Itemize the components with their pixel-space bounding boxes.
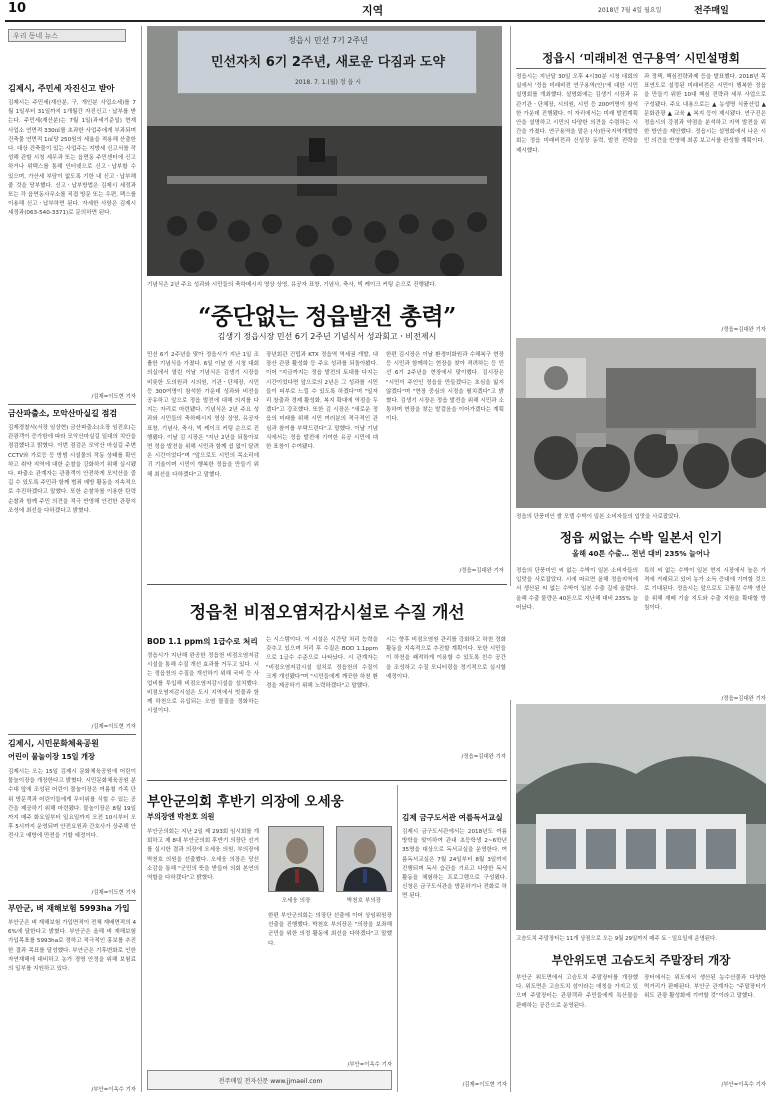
vice-speaker-photo-image [337,827,392,892]
gimje-headline: 김제 금구도서관 여름독서교실 [402,813,503,822]
bottom-subhead: 부의장엔 박천호 의원 [147,812,215,821]
banner-line1: 정읍시 민선 7기 2주년 [288,36,368,45]
top-byline: /정읍=김대완 기자 [459,568,504,574]
mid-body-col2: 는 시스템이다. 이 시설은 시간당 처리 능력을 갖추고 있으며 처리 후 수질은 BOD 1.1ppm으로 1급수 수준으로 나타났다. 시 관계자는 "비점오염저감시설 설치로 정읍천의 수질이 크게 개선됐다"며 "시민들에게 깨끗한 하천 환경을 제공하기 위해 노력하겠다"고 말했다. [266,637,378,690]
bottom-headline: 부안군의회 후반기 의장에 오세웅 [147,794,344,810]
center-right-rule [510,26,511,586]
left-a1-byline: /김제=이도현 기자 [91,394,136,400]
left-a3-byline: /김제=이도현 기자 [91,890,136,896]
ceremony-photo [147,26,502,276]
paper-name: 전주매일 [694,6,729,16]
left-a3-headline: 김제시, 시민문화체육공원 [8,739,99,748]
right-top-col2: 과 정책, 핵심전략과제 등을 발표했다. 2018년 목표연도로 설정된 미래비전은 시민이 행복한 정읍을 만들기 위한 10대 핵심 전략과 세부 사업으로 구성됐다. 주요 내용으로는 ▲ 농생명 식품산업 ▲ 문화관광 ▲ 교육 ▲ 복지 등이 제시됐다. 연구진은 정읍시의 강점과 약점을 분석하고 지역 발전을 위한 방안을 제안했다. 정읍시는 설명회에서 나온 시민 의견을 반영해 최종 보고서를 완성할 계획이다. [644,74,766,145]
market-col1: 부안군 위도면에서 고슴도치 주말장터를 개장했다. 위도면은 고슴도치 섬이라는 애칭을 가지고 있으며 주말장터는 관광객과 주민들에게 특산물을 판매하는 공간으로 운영된다. [516,975,638,1009]
speaker-photo-image [269,827,324,892]
speaker-caption: 오세웅 의장 [281,898,311,904]
watermelon-photo-image [516,338,766,508]
left-a2-body: 김제경찰서(서장 임상현) 금산파출소(소장 임진호)는 관광객이 증가함에 따라 모악산마실길 일대의 치안을 점검했다고 밝혔다. 이번 점검은 모악산 마실길 주변 CCTV와 가로등 등 방범 시설물의 작동 상태를 확인하고 취약 지역에 대한 순찰을 강화하기 위해 실시됐다. 파출소 관계자는 관광객이 안전하게 모악산을 즐길 수 있도록 주민과 함께 범죄 예방 활동을 지속적으로 추진하겠다고 말했다. 또한 순찰차를 이용한 탄력 순찰과 함께 주민 의견을 적극 반영해 안전한 관광지 조성에 최선을 다하겠다고 밝혔다. [8,425,136,514]
banner-date: 2018. 7. 1.(월) 정 읍 시 [294,79,362,86]
left-a4-byline: /부안=이옥수 기자 [91,1087,136,1093]
bottom-body-col1: 부안군의회는 지난 2일 제 293회 임시회를 개회하고 제 8대 부안군의회 후반기 의장단 선거를 실시한 결과 의장에 오세웅 의원, 부의장에 박천호 의원을 선출했다. 오세웅 의장은 당선 소감을 통해 "군민의 뜻을 받들어 의회 본연의 역할을 다하겠다"고 밝혔다. [147,829,259,882]
right-top-headline: 정읍시 ‘미래비전 연구용역’ 시민설명회 [542,51,740,65]
top-headline: “중단없는 정읍발전 총력” [198,303,456,330]
left-a1-body: 김제시는 주민세(재산분, 구, 개인분 사업소세)를 7월 1일부터 31일까지 1개월간 자진신고ㆍ납부를 받는다. 주민세(재산분)는 7월 1일(과세기준일) 현재 사업소 연면적 330㎡를 초과한 사업주에게 부과되며 건축물 연면적 1㎡당 250원의 세율을 적용해 산출한다. 대상 건축물이 있는 사업주는 지방세 신고서를 작성해 관할 시청 세무과 또는 읍면동 주민센터에 신고하거나 위택스를 통해 인터넷으로 신고ㆍ납부할 수 있으며, 가산세 부담이 없도록 기한 내 신고ㆍ납부해줄 것을 당부했다. 신고ㆍ납부방법은 김제시 세정과 또는 각 읍면동사무소를 직접 방문 또는 우편, 팩스를 이용해 신고ㆍ납부하면 된다. 자세한 사항은 김제시 세정과(063-540-3371)로 문의하면 된다. [8,100,136,217]
left-a3-body: 김제시는 오는 15일 김제시 문화체육공원에 어린이 물놀이장을 개장한다고 밝혔다. 시민문화체육공원 분수대 앞에 조성된 어린이 물놀이장은 여름철 가족 단위 방문객과 어린이들에게 무더위를 식힐 수 있는 공간을 제공하기 위해 마련됐다. 물놀이장은 8월 19일까지 매주 화요일부터 일요일까지 오전 10시부터 오후 5시까지 운영되며 안전요원과 간호사가 상주해 안전사고 예방에 만전을 기할 예정이다. [8,769,136,840]
left-divider-2 [8,734,136,735]
top-body-col2: 장년회관 건립과 KTX 정읍역 역세권 개발, 내장산 관광 활성화 등 주요 성과를 되돌아봤다. 이어 "지금까지는 정읍 발전의 토대를 다지는 시간이었다면 앞으로의 2년은 그 성과를 시민들이 피부로 느낄 수 있도록 하겠다"며 "일자리 창출과 경제 활성화, 복지 확대에 역점을 두겠다"고 강조했다. 또한 김 시장은 "새로운 정읍의 미래를 위해 시민 여러분의 적극적인 관심과 참여를 부탁드린다"고 말했다. 이날 기념식에서는 정읍 발전에 기여한 유공 시민에 대한 표창이 수여됐다. [266,352,378,451]
left-a2-headline: 금산파출소, 모악산마실길 점검 [8,409,118,418]
market-photo [516,704,766,930]
banner-line2: 민선자치 6기 2주년, 새로운 다짐과 도약 [210,55,446,70]
bottom-col-rule [397,785,398,1092]
banner [177,30,477,94]
mid-body-col3: 시는 향후 비점오염원 관리를 강화하고 하천 정화 활동을 지속적으로 추진할 계획이다. 또한 시민들이 하천을 쾌적하게 이용할 수 있도록 친수 공간을 조성하고 수질 모니터링을 정기적으로 실시할 예정이다. [386,637,506,680]
column-label-box [8,29,126,42]
market-col2: 장터에서는 위도에서 생산된 농수산물과 다양한 먹거리가 판매된다. 부안군 관계자는 "주말장터가 위도 관광 활성화에 기여할 것"이라고 말했다. [644,975,766,1000]
footer-ad-text: 전주매일 전자신문 www.jjmaeil.com [218,1078,323,1085]
mid-subhead: BOD 1.1 ppm의 1급수로 처리 [147,637,258,646]
column-label: 우리 동네 뉴스 [13,32,59,40]
market-headline: 부안위도면 고슴도치 주말장터 개장 [551,953,731,967]
mid-body-col1: 정읍시가 지난해 완공한 정읍천 비점오염저감시설을 통해 수질 개선 효과를 거두고 있다. 시는 정읍천의 수질을 개선하기 위해 국비 등 사업비를 투입해 비점오염저감시설을 설치했다. 비점오염저감시설은 도시 지역에서 빗물과 함께 하천으로 유입되는 오염 물질을 정화하는 시설이다. [147,653,259,715]
market-caption: 고슴도치 주말장터는 11개 상점으로 오는 9월 29일까지 매주 토ㆍ일요일에 운영된다. [516,936,717,942]
vice-speaker-caption: 박천호 부의장 [346,898,382,904]
right-top-byline: /정읍=김대완 기자 [721,327,766,333]
bottom-rule [147,780,507,781]
watermelon-subhead: 올해 40톤 수출… 전년 대비 235% 늘어나 [572,549,710,558]
watermelon-headline: 정읍 씨없는 수박 일본서 인기 [559,530,723,545]
market-photo-image [516,704,766,930]
left-divider-3 [8,900,136,901]
page-number: 10 [8,1,27,16]
left-a3-subhead: 어린이 물놀이장 15일 개장 [8,752,95,761]
portrait-vice-speaker [336,826,392,892]
left-a4-body: 부안군은 벼 재해보험 가입면적이 전체 재배면적의 46%에 달한다고 밝혔다. 부안군은 올해 벼 재해보험 가입목표를 5993ha로 정하고 적극적인 홍보를 추진한 결과 목표를 달성했다. 부안군은 기후변화로 인한 자연재해에 대비하고 농가 경영 안정을 위해 보험료의 일부를 지원하고 있다. [8,920,136,973]
left-a4-headline: 부안군, 벼 재해보험 5993ha 가입 [8,904,130,913]
watermelon-col1: 정읍의 단풍미인 씨 없는 수박이 일본 소비자들의 입맛을 사로잡았다. 시에 따르면 올해 정읍지역에서 생산된 씨 없는 수박이 일본 수출 길에 올랐다. 올해 수출 물량은 40톤으로 지난해 대비 235% 늘어났다. [516,568,638,611]
right-top-rule [516,68,766,69]
watermelon-byline: /정읍=김대완 기자 [721,696,766,702]
top-subhead: 김생기 정읍시장 민선 6기 2주년 기념식서 성과회고ㆍ비전제시 [217,332,437,341]
right-top-col1: 정읍시는 지난달 30일 오후 4시30분 시청 대회의실에서 '정읍 미래비전 연구용역(안)'에 대한 시민 설명회를 개최했다. 설명회에는 김생기 시장과 유관기관ㆍ단체장, 시의원, 시민 등 200여명이 참석한 가운데 진행됐다. 이 자리에서는 미래 발전계획안을 설명하고 시민의 다양한 의견을 수렴하는 시간을 가졌다. 연구용역을 맡은 (사)한국지역개발학회는 정읍 미래비전과 신성장 동력, 발전 전략을 제시했다. [516,74,638,154]
bottom-body-col3: 한편 부안군의회는 의장단 선출에 이어 상임위원장 선출을 진행했다. 박천호 부의장은 "의장을 보좌해 군민을 위한 의정 활동에 최선을 다하겠다"고 말했다. [268,913,392,947]
gimje-body: 김제시 금구도서관에서는 2018년도 여름방학을 맞이하여 관내 초등학생 2~6학년 35명을 대상으로 독서교실을 운영한다. 여름독서교실은 7월 24일부터 8월 3일까지 진행되며 독서 습관을 기르고 다양한 독서 활동을 체험하는 프로그램으로 구성됐다. 신청은 금구도서관을 방문하거나 전화로 하면 된다. [402,829,507,900]
mid-rule [147,584,507,585]
left-a1-headline: 김제시, 주민세 자진신고 받아 [8,83,115,93]
header-rule [5,20,765,22]
watermelon-caption: 정읍의 단풍미인 쌀 모델 수박이 일본 소비자들의 입맛을 사로잡았다. [516,514,681,520]
top-body-col1: 민선 6기 2주년을 맞아 정읍시가 지난 1일 조촐한 기념식을 가졌다. 6일 이날 한 시청 대회의실에서 열린 이날 기념식은 김생기 시장을 비롯한 도의원과 시의원, 기관ㆍ단체장, 시민 등 300여명이 참석한 가운데 성과와 비전을 공유하고 앞으로 정읍 발전에 대해 의지를 다지는 자리로 마련됐다. 기념식은 2년 주요 성과와 시민들의 축하메시지 영상 상영, 유공자 표창, 기념사, 축사, 빅 케이크 커팅 순으로 진행됐다. 이날 김 시장은 "지난 2년을 되돌아보면 정읍 발전을 위해 시민과 함께 쉼 없이 달려온 시간이었다"며 "앞으로도 시민의 목소리에 귀 기울이며 시민이 행복한 정읍을 만들기 위해 최선을 다하겠다"고 말했다. [147,352,259,478]
mid-byline: /정읍=김대완 기자 [461,754,506,760]
issue-date: 2018년 7월 4일 월요일 [598,7,662,14]
mid-headline: 정읍천 비점오염저감시설로 수질 개선 [189,603,465,623]
left-column-rule [141,26,142,1092]
footer-ad [147,1070,392,1090]
ceremony-photo-caption: 기념식은 2년 주요 성과와 시민들의 축하메시지 영상 상영, 유공자 표창, 기념사, 축사, 빅 케이크 커팅 순으로 진행됐다. [147,282,437,288]
portrait-speaker [268,826,324,892]
section-title: 지역 [362,4,384,17]
left-divider-1 [8,404,136,405]
market-byline: /부안=이옥수 기자 [721,1082,766,1088]
gimje-byline: /김제=이도현 기자 [462,1082,507,1088]
watermelon-photo [516,338,766,508]
watermelon-col2: 특히 씨 없는 수박이 일본 현지 시장에서 높은 가격에 거래되고 있어 농가 소득 증대에 기여할 것으로 기대된다. 정읍시는 앞으로도 고품질 수박 생산을 위해 재배 기술 지도와 수출 지원을 확대할 방침이다. [644,568,766,611]
right-column-rule [510,700,511,1092]
bottom-byline: /부안=이옥수 기자 [347,1062,392,1068]
top-body-col3: 한편 김시장은 이날 환경미화원과 수해복구 현장 등 시민과 함께하는 현장을 찾아 격려하는 등 민선 6기 2주년을 현장에서 맞이했다. 김시장은 "시민이 주인인 정읍을 만들겠다는 초심을 잃지 않겠다"며 "현장 중심의 시정을 펼치겠다"고 밝혔다. 김생기 시장은 정읍 발전을 위해 시민과 소통하며 현장을 찾는 발걸음을 이어가겠다는 계획이다. [386,352,504,423]
left-a2-byline: /김제=이도현 기자 [91,724,136,730]
page-header [0,0,770,20]
